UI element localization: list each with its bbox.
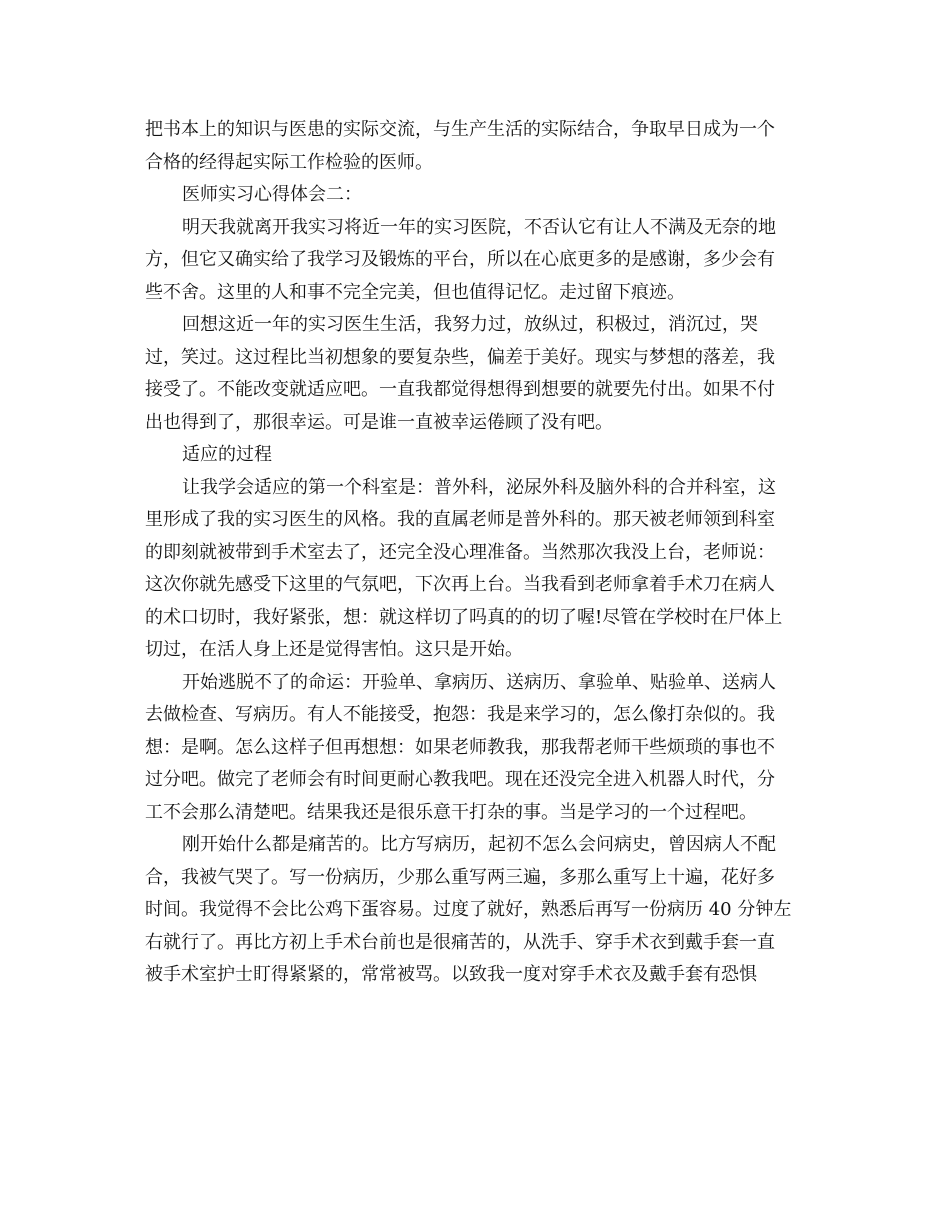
text-line: 合，我被气哭了。写一份病历，少那么重写两三遍，多那么重写上十遍，花好多	[145, 866, 775, 888]
text-line: 工不会那么清楚吧。结果我还是很乐意干打杂的事。当是学习的一个过程吧。	[145, 801, 757, 823]
document-body	[145, 114, 815, 992]
text-line: 刚开始什么都是痛苦的。比方写病历，起初不怎么会问病史，曾因病人不配	[182, 834, 776, 855]
text-line: 被手术室护士盯得紧紧的，常常被骂。以致我一度对穿手术衣及戴手套有恐惧	[145, 964, 757, 985]
text-line: 合格的经得起实际工作检验的医师。	[145, 151, 433, 173]
text-line: 切过，在活人身上还是觉得害怕。这只是开始。	[145, 639, 523, 660]
text-line: 接受了。不能改变就适应吧。一直我都觉得想得到想要的就要先付出。如果不付	[145, 379, 775, 400]
text-line: 方，但它又确实给了我学习及锻炼的平台，所以在心底更多的是感谢，多少会有	[145, 249, 775, 270]
text-line: 出也得到了，那很幸运。可是谁一直被幸运倦顾了没有吧。	[145, 411, 613, 433]
text-line: 适应的过程	[182, 444, 272, 465]
text-line: 的术口切时，我好紧张，想：就这样切了吗真的的切了喔!尽管在学校时在尸体上	[145, 606, 783, 628]
text-line: 想：是啊。怎么这样子但再想想：如果老师教我，那我帮老师干些烦琐的事也不	[145, 736, 775, 758]
text-line: 些不舍。这里的人和事不完全完美，但也值得记忆。走过留下痕迹。	[145, 281, 685, 303]
text-line: 过分吧。做完了老师会有时间更耐心教我吧。现在还没完全进入机器人时代，分	[145, 769, 775, 790]
text-line: 把书本上的知识与医患的实际交流，与生产生活的实际结合，争取早日成为一个	[145, 119, 775, 140]
text-line: 的即刻就被带到手术室去了，还完全没心理准备。当然那次我没上台，老师说：	[145, 541, 775, 563]
text-line: 明天我就离开我实习将近一年的实习医院，不否认它有让人不满及无奈的地	[182, 216, 776, 238]
text-line: 过，笑过。这过程比当初想象的要复杂些，偏差于美好。现实与梦想的落差，我	[145, 346, 775, 368]
text-line: 这次你就先感受下这里的气氛吧，下次再上台。当我看到老师拿着手术刀在病人	[145, 574, 775, 595]
text-line: 医师实习心得体会二：	[182, 184, 362, 205]
text-line: 时间。我觉得不会比公鸡下蛋容易。过度了就好，熟悉后再写一份病历 40 分钟左	[145, 899, 792, 920]
text-line: 回想这近一年的实习医生生活，我努力过，放纵过，积极过，消沉过，哭	[182, 314, 758, 335]
text-line: 开始逃脱不了的命运：开验单、拿病历、送病历、拿验单、贴验单、送病人	[182, 671, 776, 693]
text-line: 右就行了。再比方初上手术台前也是很痛苦的，从洗手、穿手术衣到戴手套一直	[145, 931, 775, 953]
text-line: 去做检查、写病历。有人不能接受，抱怨：我是来学习的，怎么像打杂似的。我	[145, 704, 775, 725]
text-line: 里形成了我的实习医生的风格。我的直属老师是普外科的。那天被老师领到科室	[145, 509, 775, 530]
text-line: 让我学会适应的第一个科室是：普外科，泌尿外科及脑外科的合并科室，这	[182, 476, 776, 498]
